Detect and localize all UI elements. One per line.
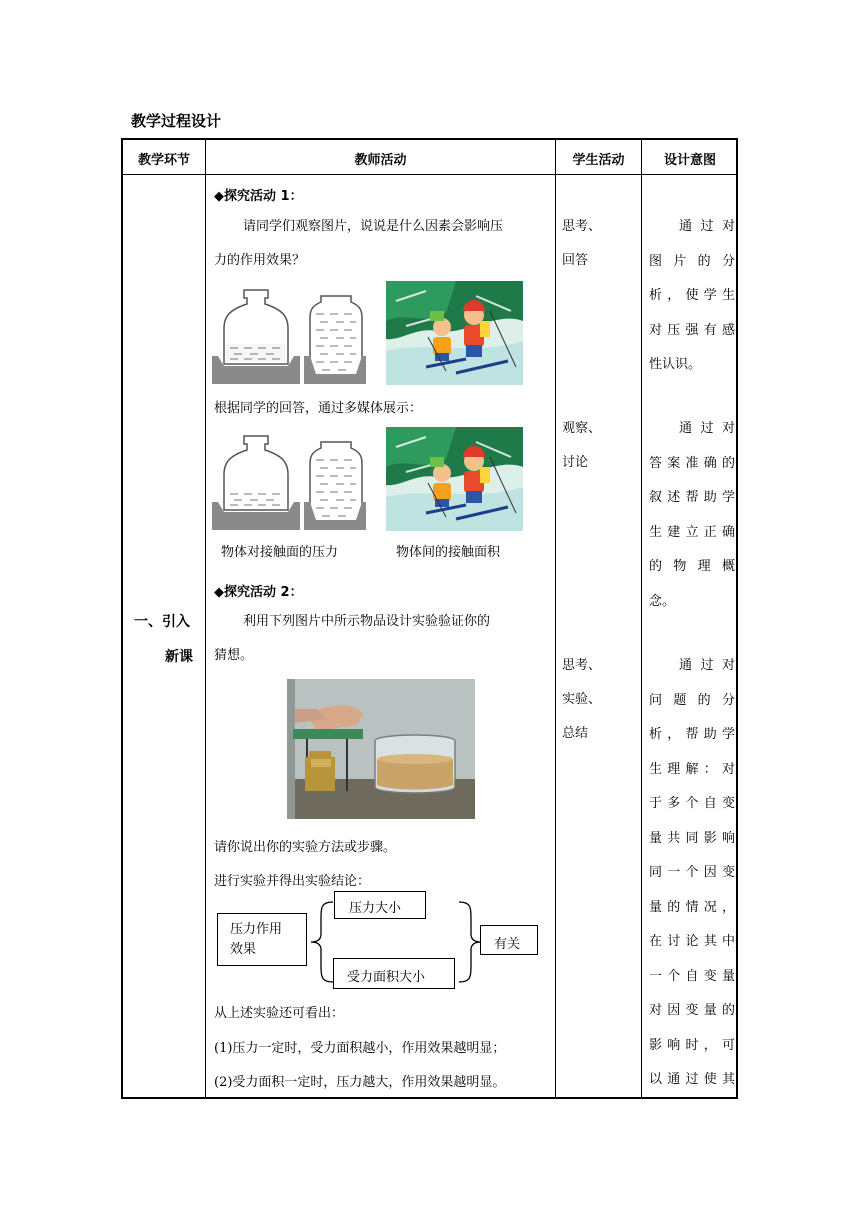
skiing-children-figure (386, 427, 523, 531)
diagram-effect-line1: 压力作用 (230, 922, 283, 937)
diagram-pressure-box: 压力大小 (334, 891, 426, 919)
header-divider (123, 174, 736, 175)
activity1-question-line1: 请同学们观察图片，说说是什么因素会影响压 (243, 219, 504, 234)
diagram-effect-box (217, 913, 307, 966)
diagram-effect-line2: 效果 (230, 942, 257, 957)
conclusion-line: 进行实验并得出实验结论： (214, 874, 371, 889)
col-divider (205, 140, 206, 1097)
caption-pressure: 物体对接触面的压力 (221, 545, 339, 560)
intent-paragraph-2: 通过对 答案准确的 叙述帮助学 生建立正确 的物理概 念。 (649, 421, 735, 609)
header-intent: 设计意图 (663, 153, 716, 168)
bottle-inverted (304, 442, 366, 530)
col-divider (641, 140, 642, 1097)
page-title: 教学过程设计 (131, 112, 222, 130)
header-teacher: 教师活动 (354, 153, 407, 168)
student-group1-line1: 思考、 (562, 219, 602, 234)
activity2-title: ◆探究活动 2： (214, 585, 303, 600)
conclusion-point-2: (2)受力面积一定时，压力越大，作用效果越明显。 (214, 1075, 506, 1090)
activity1-title: ◆探究活动 1： (214, 189, 303, 204)
student-group1-line2: 回答 (562, 253, 589, 268)
bottle-upright (212, 436, 300, 530)
student-group3-line1: 思考、 (562, 658, 602, 673)
media-line: 根据同学的回答，通过多媒体展示： (214, 401, 423, 416)
method-line: 请你说出你的实验方法或步骤。 (214, 840, 397, 855)
bottle-figure-2 (212, 434, 366, 532)
header-stage: 教学环节 (137, 153, 190, 168)
intent-paragraph-1: 通过对 图片的分 析，使学生 对压强有感 性认识。 (649, 219, 735, 372)
stage-line1: 一、引入 (134, 614, 190, 630)
activity1-question-line2: 力的作用效果？ (214, 253, 306, 268)
bottle-inverted (304, 296, 366, 384)
student-group2-line2: 讨论 (562, 455, 589, 470)
header-student: 学生活动 (572, 153, 625, 168)
student-group3-line2: 实验、 (562, 692, 602, 707)
student-group2-line1: 观察、 (562, 421, 602, 436)
col-divider (555, 140, 556, 1097)
skiing-children-figure (386, 281, 523, 385)
diagram-area-box: 受力面积大小 (333, 958, 455, 989)
stage-line2: 新课 (165, 649, 193, 665)
bottle-upright (212, 290, 300, 384)
student-group3-line3: 总结 (562, 726, 589, 741)
diagram-related-box: 有关 (480, 925, 538, 955)
caption-contact-area: 物体间的接触面积 (396, 545, 501, 560)
lesson-table (121, 138, 738, 1099)
bottle-figure-1 (212, 288, 366, 386)
activity2-line2: 猜想。 (214, 648, 254, 663)
observe-line: 从上述实验还可看出： (214, 1006, 345, 1021)
activity2-line1: 利用下列图片中所示物品设计实验验证你的 (243, 614, 491, 629)
right-brace (455, 898, 483, 986)
intent-paragraph-3: 通过对 问题的分 析，帮助学 生理解：对 于多个自变 量共同影响 同一个因变 量的情况， 在讨论其中 一个自变量 对因变量的 影响时，可 以通过使其 (649, 658, 735, 1087)
experiment-photo (287, 679, 475, 819)
conclusion-point-1: (1)压力一定时，受力面积越小，作用效果越明显； (214, 1041, 506, 1056)
